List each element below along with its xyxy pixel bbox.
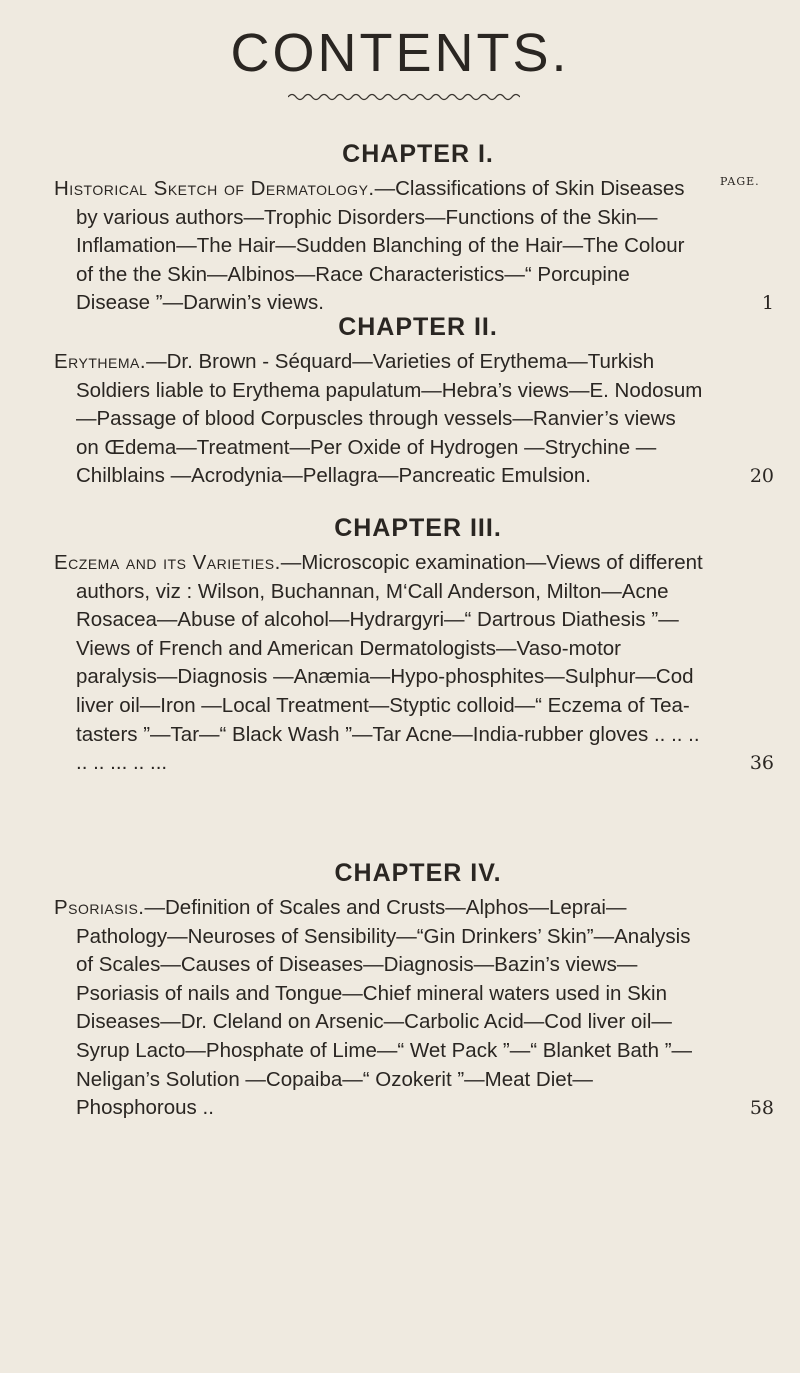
chapter-contents <box>54 348 774 491</box>
chapter-subject: Psoriasis. <box>54 896 145 919</box>
chapter-subject: Erythema. <box>54 350 147 373</box>
chapter-heading: CHAPTER III. <box>334 514 502 542</box>
wavy-rule-ornament <box>288 91 520 103</box>
chapter-2 <box>54 313 774 491</box>
page-column-label: PAGE. <box>720 175 760 188</box>
chapter-contents <box>54 175 774 318</box>
chapter-topics: —Classifications of Skin Diseases by various authors—Trophic Disorders—Functions of the Skin—Inflamation—The Hair—Sudden Blanching of the Hair—The Colour of the the Skin—Albinos—Race Characteristics—“ Porcupine Disease ”—Darwin’s views. <box>76 177 685 315</box>
chapter-contents <box>54 894 774 1123</box>
chapter-1 <box>54 140 774 318</box>
page-title: CONTENTS. <box>230 23 570 83</box>
chapter-subject: Eczema and its Varieties. <box>54 551 281 574</box>
chapter-4 <box>54 859 774 1123</box>
chapter-contents <box>54 549 774 778</box>
page-number: 36 <box>749 752 774 775</box>
chapter-heading: CHAPTER IV. <box>334 859 502 887</box>
chapter-heading: CHAPTER II. <box>338 313 498 341</box>
chapter-3 <box>54 514 774 778</box>
chapter-topics: —Dr. Brown - Séquard—Varieties of Erythema—Turkish Soldiers liable to Erythema papulatum—Hebra’s views—E. Nodosum—Passage of blood Corpuscles through vessels—Ranvier’s views on Œdema—Treatment—Per Oxide of Hydrogen —Strychine —Chilblains —Acrodynia—Pellagra—Pancreatic Emulsion. <box>76 350 703 488</box>
chapter-heading: CHAPTER I. <box>342 140 494 168</box>
page-number: 58 <box>749 1097 774 1120</box>
page-number: 20 <box>749 465 774 488</box>
chapter-topics: —Microscopic examination—Views of different authors, viz : Wilson, Buchannan, M‘Call Anderson, Milton—Acne Rosacea—Abuse of alcohol—Hydrargyri—“ Dartrous Diathesis ”—Views of French and American Dermatologists—Vaso-motor paralysis—Diagnosis —Anæmia—Hypo-phosphites—Sulphur—Cod liver oil—Iron —Local Treatment—Styptic colloid—“ Eczema of Tea-tasters ”—Tar—“ Black Wash ”—Tar Acne—India-rubber gloves .. .. .. .. .. ... .. ... <box>76 551 703 775</box>
chapter-subject: Historical Sketch of Dermatology. <box>54 177 375 200</box>
page-number: 1 <box>761 292 774 315</box>
chapter-topics: —Definition of Scales and Crusts—Alphos—Leprai—Pathology—Neuroses of Sensibility—“Gin Drinkers’ Skin”—Analysis of Scales—Causes of Diseases—Diagnosis—Bazin’s views—Psoriasis of nails and Tongue—Chief mineral waters used in Skin Diseases—Dr. Cleland on Arsenic—Carbolic Acid—Cod liver oil—Syrup Lacto—Phosphate of Lime—“ Wet Pack ”—“ Blanket Bath ”—Neligan’s Solution —Copaiba—“ Ozokerit ”—Meat Diet—Phosphorous .. <box>76 896 693 1120</box>
